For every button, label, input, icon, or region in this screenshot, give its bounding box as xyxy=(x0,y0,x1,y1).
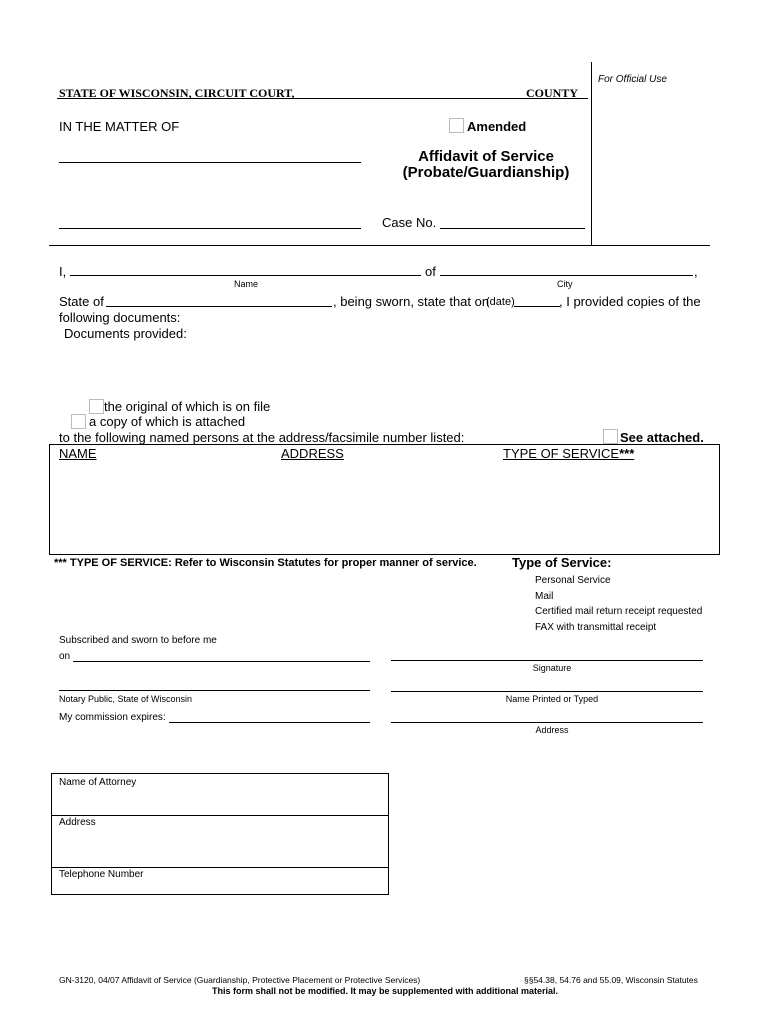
documents-provided-label: Documents provided: xyxy=(64,326,187,341)
original-on-file-checkbox[interactable] xyxy=(89,399,104,414)
name-printed-caption: Name Printed or Typed xyxy=(505,694,599,704)
attorney-address-field[interactable] xyxy=(52,830,386,866)
attorney-name-label: Name of Attorney xyxy=(59,777,137,788)
type-of-service-note: *** TYPE OF SERVICE: Refer to Wisconsin Statutes for proper manner of service. xyxy=(54,557,477,569)
city-field[interactable] xyxy=(440,275,693,276)
commission-field[interactable] xyxy=(169,722,370,723)
notary-caption: Notary Public, State of Wisconsin xyxy=(59,694,193,704)
provided-text: , I provided copies of the xyxy=(559,294,701,309)
service-type-certified: Certified mail return receipt requested xyxy=(535,606,703,618)
address-field[interactable] xyxy=(391,722,703,723)
case-no-field[interactable] xyxy=(440,228,585,229)
attorney-phone-label: Telephone Number xyxy=(59,869,144,880)
court-line: STATE OF WISCONSIN, CIRCUIT COURT, xyxy=(59,86,295,100)
date-caption: (date) xyxy=(486,296,515,308)
service-type-personal: Personal Service xyxy=(535,575,611,586)
name-printed-field[interactable] xyxy=(391,691,703,692)
name-field[interactable] xyxy=(70,275,421,276)
form-title-line2: (Probate/Guardianship) xyxy=(402,164,570,181)
sworn-text: , being sworn, state that on xyxy=(333,294,490,309)
notary-line[interactable] xyxy=(59,690,370,691)
table-header-address: ADDRESS xyxy=(281,446,344,461)
case-no-label: Case No. xyxy=(382,215,437,230)
footer-form-id: GN-3120, 04/07 Affidavit of Service (Guardianship, Protective Placement or Protective Services) xyxy=(59,975,421,985)
table-header-type-text: TYPE OF SERVICE xyxy=(503,446,620,461)
matter-label: IN THE MATTER OF xyxy=(59,119,180,134)
trailing-comma: , xyxy=(694,264,698,279)
official-use-label: For Official Use xyxy=(598,74,667,85)
attorney-divider-1 xyxy=(51,815,388,816)
type-of-service-heading: Type of Service: xyxy=(512,555,612,570)
see-attached-checkbox[interactable] xyxy=(603,429,618,444)
header-bottom-rule xyxy=(49,245,710,246)
footer-notice: This form shall not be modified. It may be supplemented with additional material. xyxy=(211,986,559,996)
on-label: on xyxy=(59,651,71,662)
original-on-file-label: the original of which is on file xyxy=(104,399,271,414)
table-header-stars: *** xyxy=(619,446,635,461)
service-type-mail: Mail xyxy=(535,590,554,602)
state-of-label: State of xyxy=(59,294,104,309)
attorney-phone-field[interactable] xyxy=(52,881,386,892)
name-caption: Name xyxy=(234,279,259,289)
matter-name-line-1[interactable] xyxy=(59,162,361,163)
form-title-line1: Affidavit of Service xyxy=(418,148,554,165)
state-field[interactable] xyxy=(106,306,332,307)
attorney-address-label: Address xyxy=(59,817,96,828)
attorney-name-field[interactable] xyxy=(52,790,386,814)
city-caption: City xyxy=(557,279,573,289)
county-label: COUNTY xyxy=(526,86,579,100)
sworn-date-field[interactable] xyxy=(73,661,370,662)
address-caption: Address xyxy=(535,725,569,735)
see-attached-label: See attached. xyxy=(620,430,704,445)
i-label: I, xyxy=(59,264,67,279)
table-header-type xyxy=(503,446,634,461)
date-field[interactable] xyxy=(514,306,560,307)
attorney-divider-2 xyxy=(51,867,388,868)
subscribed-text: Subscribed and sworn to before me xyxy=(59,635,217,646)
commission-label: My commission expires: xyxy=(59,712,166,723)
footer-statutes: §§54.38, 54.76 and 55.09, Wisconsin Statutes xyxy=(524,975,698,985)
service-type-fax: FAX with transmittal receipt xyxy=(535,621,657,633)
court-county-line[interactable] xyxy=(57,98,588,99)
named-persons-text: to the following named persons at the address/facsimile number listed: xyxy=(59,430,465,445)
official-use-divider xyxy=(591,62,592,245)
matter-name-line-2[interactable] xyxy=(59,228,361,229)
following-docs: following documents: xyxy=(59,310,181,325)
signature-field[interactable] xyxy=(391,660,703,661)
copy-attached-label: a copy of which is attached xyxy=(89,414,246,429)
service-type-list xyxy=(535,573,702,635)
table-header-name: NAME xyxy=(59,446,97,461)
of-label: of xyxy=(425,264,436,279)
amended-checkbox[interactable] xyxy=(449,118,464,133)
amended-label: Amended xyxy=(467,119,527,134)
copy-attached-checkbox[interactable] xyxy=(71,414,86,429)
signature-caption: Signature xyxy=(532,663,572,673)
